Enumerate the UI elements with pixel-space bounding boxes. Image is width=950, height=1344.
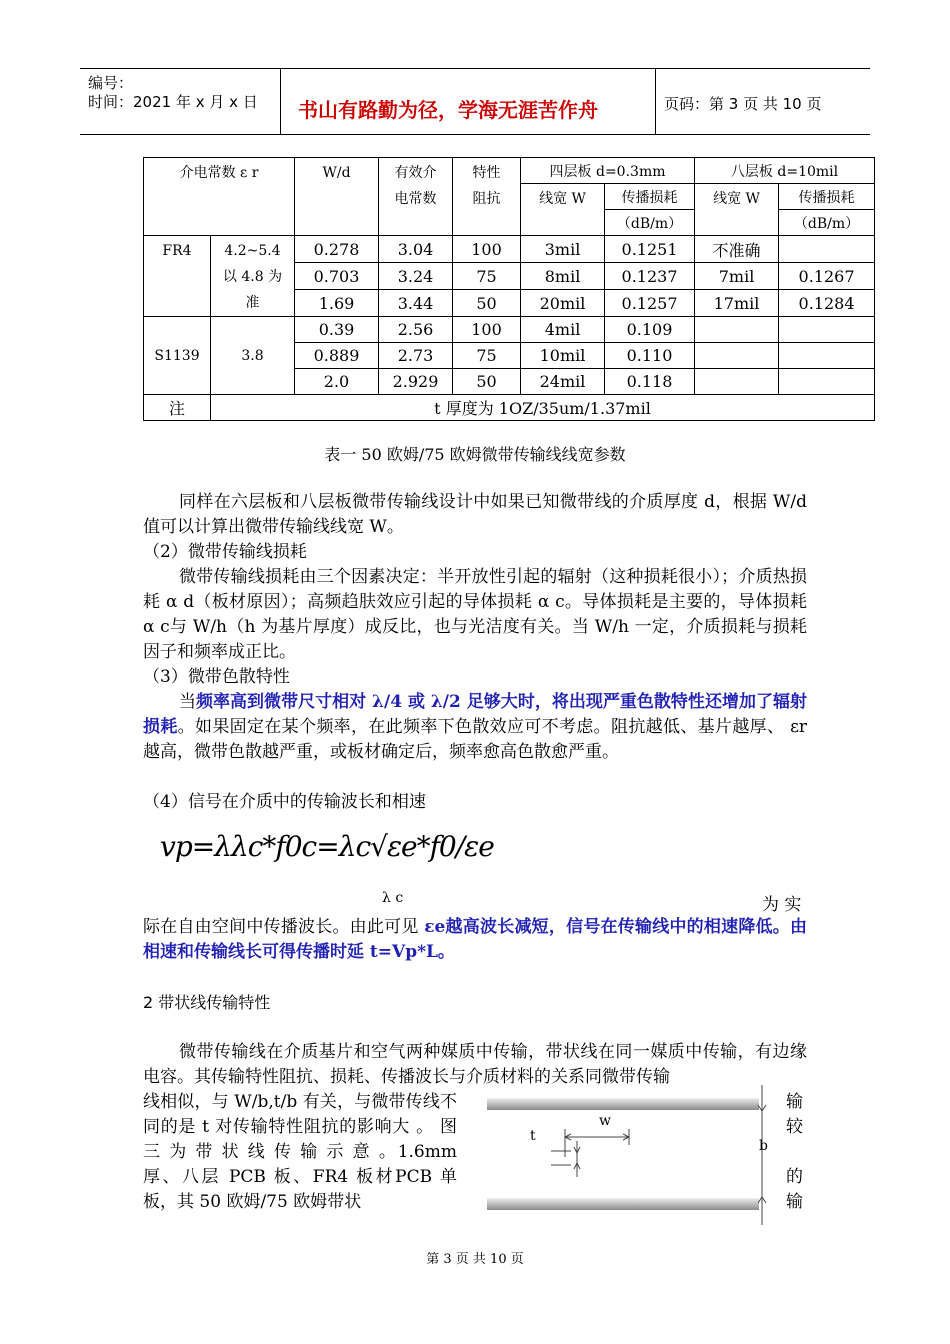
right-word-3: [786, 1140, 803, 1165]
page-footer: 第 3 页 共 10 页: [426, 1252, 524, 1267]
cell-eff: 3.44: [379, 290, 453, 317]
cell-wd: 0.39: [295, 317, 379, 343]
cell-loss-4: 0.1251: [605, 236, 695, 263]
wei-shi-text: 为 实: [762, 895, 802, 915]
table-caption: 表一 50 欧姆/75 欧姆微带传输线线宽参数: [324, 445, 626, 464]
header-unit-4: （dB/m）: [605, 210, 695, 236]
cell-wd: 1.69: [295, 290, 379, 317]
cell-loss-8: [779, 317, 875, 343]
cell-wd: 2.0: [295, 369, 379, 395]
fr4-eps-line1: 4.2~5.4: [224, 243, 281, 259]
right-word-5: 输: [786, 1192, 803, 1212]
cell-width-4: 10mil: [521, 343, 605, 369]
cell-width-8: 不准确: [695, 236, 779, 263]
section-2-heading: 2 带状线传输特性: [143, 993, 271, 1012]
dimension-b-label: b: [759, 1138, 768, 1154]
table-row: [144, 317, 875, 343]
header-effective-line1: 有效介: [394, 165, 437, 181]
dispersion-highlight: 频率高到微带尺寸相对 λ/4 或 λ/2 足够大时，将出现严重色散特性还增加了辐射损耗: [143, 692, 807, 737]
header-bottom-rule: [80, 134, 870, 135]
cell-width-8: [695, 343, 779, 369]
paragraph-stripline: 微带传输线在介质基片和空气两种媒质中传输，带状线在同一媒质中传输，有边缘电容。其传输特性阻抗、损耗、传播波长与介质材料的关系同微带传输: [143, 1042, 807, 1087]
cell-impedance: 50: [453, 369, 521, 395]
cell-width-4: 3mil: [521, 236, 605, 263]
header-unit-8: （dB/m）: [779, 210, 875, 236]
linewidth-parameter-table: [143, 157, 875, 421]
cell-eff: 2.56: [379, 317, 453, 343]
header-loss-4: 传播损耗: [605, 184, 695, 210]
cell-wd: 0.278: [295, 236, 379, 263]
cell-width-8: [695, 369, 779, 395]
dispersion-tail: 。如果固定在某个频率，在此频率下色散效应可不考虑。阻抗越低、基片越厚、 εr越高，微带色散越严重，或板材确定后，频率愈高色散愈严重。: [143, 717, 807, 762]
paragraph-dispersion: [143, 690, 807, 765]
heading-loss: （2）微带传输线损耗: [143, 542, 307, 562]
right-word-4: 的: [786, 1167, 803, 1187]
paragraph-1: 同样在六层板和八层板微带传输线设计中如果已知微带线的介质厚度 d，根据 W/d 值可以计算出微带传输线线宽 W。: [143, 492, 807, 537]
cell-loss-4: 0.1257: [605, 290, 695, 317]
header-impedance-line1: 特性: [472, 165, 501, 181]
paragraph-loss: 微带传输线损耗由三个因素决定：半开放性引起的辐射（这种损耗很小）；介质热损耗 α d（板材原因）；高频趋肤效应引起的导体损耗 α c。导体损耗是主要的，导体损耗 α c与 W/h（h 为基片厚度）成反比，也与光洁度有关。当 W/h 一定，介质损耗与损耗因子和频率成正比。: [143, 567, 807, 662]
header-number: 编号：: [88, 74, 134, 92]
cell-impedance: 100: [453, 236, 521, 263]
header-dielectric-constant: 介电常数 ε r: [144, 158, 295, 236]
header-divider-right: [655, 68, 656, 135]
cell-wd: 0.889: [295, 343, 379, 369]
wavelength-lead: 际在自由空间中传播波长。由此可见: [143, 917, 425, 937]
cell-width-8: 17mil: [695, 290, 779, 317]
dimension-w-label: w: [599, 1113, 611, 1129]
cell-loss-8: 0.1267: [779, 263, 875, 290]
right-word-1: 输: [786, 1092, 803, 1112]
stripline-right-col: [786, 1090, 803, 1215]
cell-width-4: 8mil: [521, 263, 605, 290]
cell-loss-8: [779, 369, 875, 395]
cell-impedance: 50: [453, 290, 521, 317]
stripline-diagram: [487, 1085, 787, 1225]
header-four-layer: 四层板 d=0.3mm: [521, 158, 695, 184]
cell-loss-8: [779, 343, 875, 369]
table-row: [144, 236, 875, 263]
paragraph-stripline-left: 线相似，与 W/b,t/b 有关，与微带传线不同的是 t 对传输特性阻抗的影响大 。 图 三 为 带 状 线 传 输 示 意 。1.6mm 厚、八层 PCB 板、FR4 板材PCB 单板，其 50 欧姆/75 欧姆带状: [143, 1092, 457, 1212]
cell-eff: 2.73: [379, 343, 453, 369]
header-effective-line2: 电常数: [394, 191, 437, 207]
cell-eff: 2.929: [379, 369, 453, 395]
header-impedance: [453, 158, 521, 236]
cell-width-8: [695, 317, 779, 343]
header-loss-8: 传播损耗: [779, 184, 875, 210]
header-divider-left: [280, 68, 281, 135]
wavelength-highlight: εe越高波长减短，信号在传输线中的相速降低。由相速和传输线长可得传播时延 t=Vp*L。: [143, 917, 807, 962]
lambda-c-label: λ c: [382, 890, 404, 906]
header-effective-constant: [379, 158, 453, 236]
cell-loss-4: 0.118: [605, 369, 695, 395]
header-linewidth-4: 线宽 W: [521, 184, 605, 236]
cell-loss-4: 0.1237: [605, 263, 695, 290]
cell-impedance: 75: [453, 263, 521, 290]
fr4-eps-line2: 以 4.8 为: [222, 269, 283, 285]
header-motto: 书山有路勤为径，学海无涯苦作舟: [298, 98, 598, 122]
cell-eff: 3.04: [379, 236, 453, 263]
dispersion-lead: 当: [179, 692, 197, 712]
cell-impedance: 100: [453, 317, 521, 343]
dimension-t-label: t: [530, 1128, 536, 1144]
material-s1139: S1139: [144, 317, 211, 395]
cell-wd: 0.703: [295, 263, 379, 290]
header-eight-layer: 八层板 d=10mil: [695, 158, 875, 184]
cell-loss-8: [779, 236, 875, 263]
fr4-dielectric: [211, 236, 295, 317]
note-text: t 厚度为 1OZ/35um/1.37mil: [211, 395, 875, 421]
header-time: 时间：2021 年 x 月 x 日: [88, 93, 258, 111]
header-page-info: 页码：第 3 页 共 10 页: [664, 95, 822, 113]
cell-loss-4: 0.110: [605, 343, 695, 369]
cell-loss-4: 0.109: [605, 317, 695, 343]
paragraph-wavelength: [143, 915, 807, 965]
fr4-eps-line3: 准: [245, 295, 260, 311]
table-note-row: [144, 395, 875, 421]
cell-width-4: 20mil: [521, 290, 605, 317]
header-impedance-line2: 阻抗: [472, 191, 501, 207]
s1139-dielectric: 3.8: [211, 317, 295, 395]
cell-width-4: 4mil: [521, 317, 605, 343]
header-linewidth-8: 线宽 W: [695, 184, 779, 236]
header-top-rule: [80, 68, 870, 69]
heading-wavelength: （4）信号在介质中的传输波长和相速: [143, 792, 426, 812]
header-wd: W/d: [295, 158, 379, 236]
note-label: 注: [144, 395, 211, 421]
heading-dispersion: （3）微带色散特性: [143, 667, 290, 687]
material-fr4: FR4: [144, 236, 211, 317]
cell-loss-8: 0.1284: [779, 290, 875, 317]
cell-eff: 3.24: [379, 263, 453, 290]
right-word-2: 较: [786, 1117, 803, 1137]
phase-velocity-formula: vp=λλc*f0c=λc√εe*f0/εe: [160, 830, 494, 863]
cell-width-8: 7mil: [695, 263, 779, 290]
cell-impedance: 75: [453, 343, 521, 369]
cell-width-4: 24mil: [521, 369, 605, 395]
